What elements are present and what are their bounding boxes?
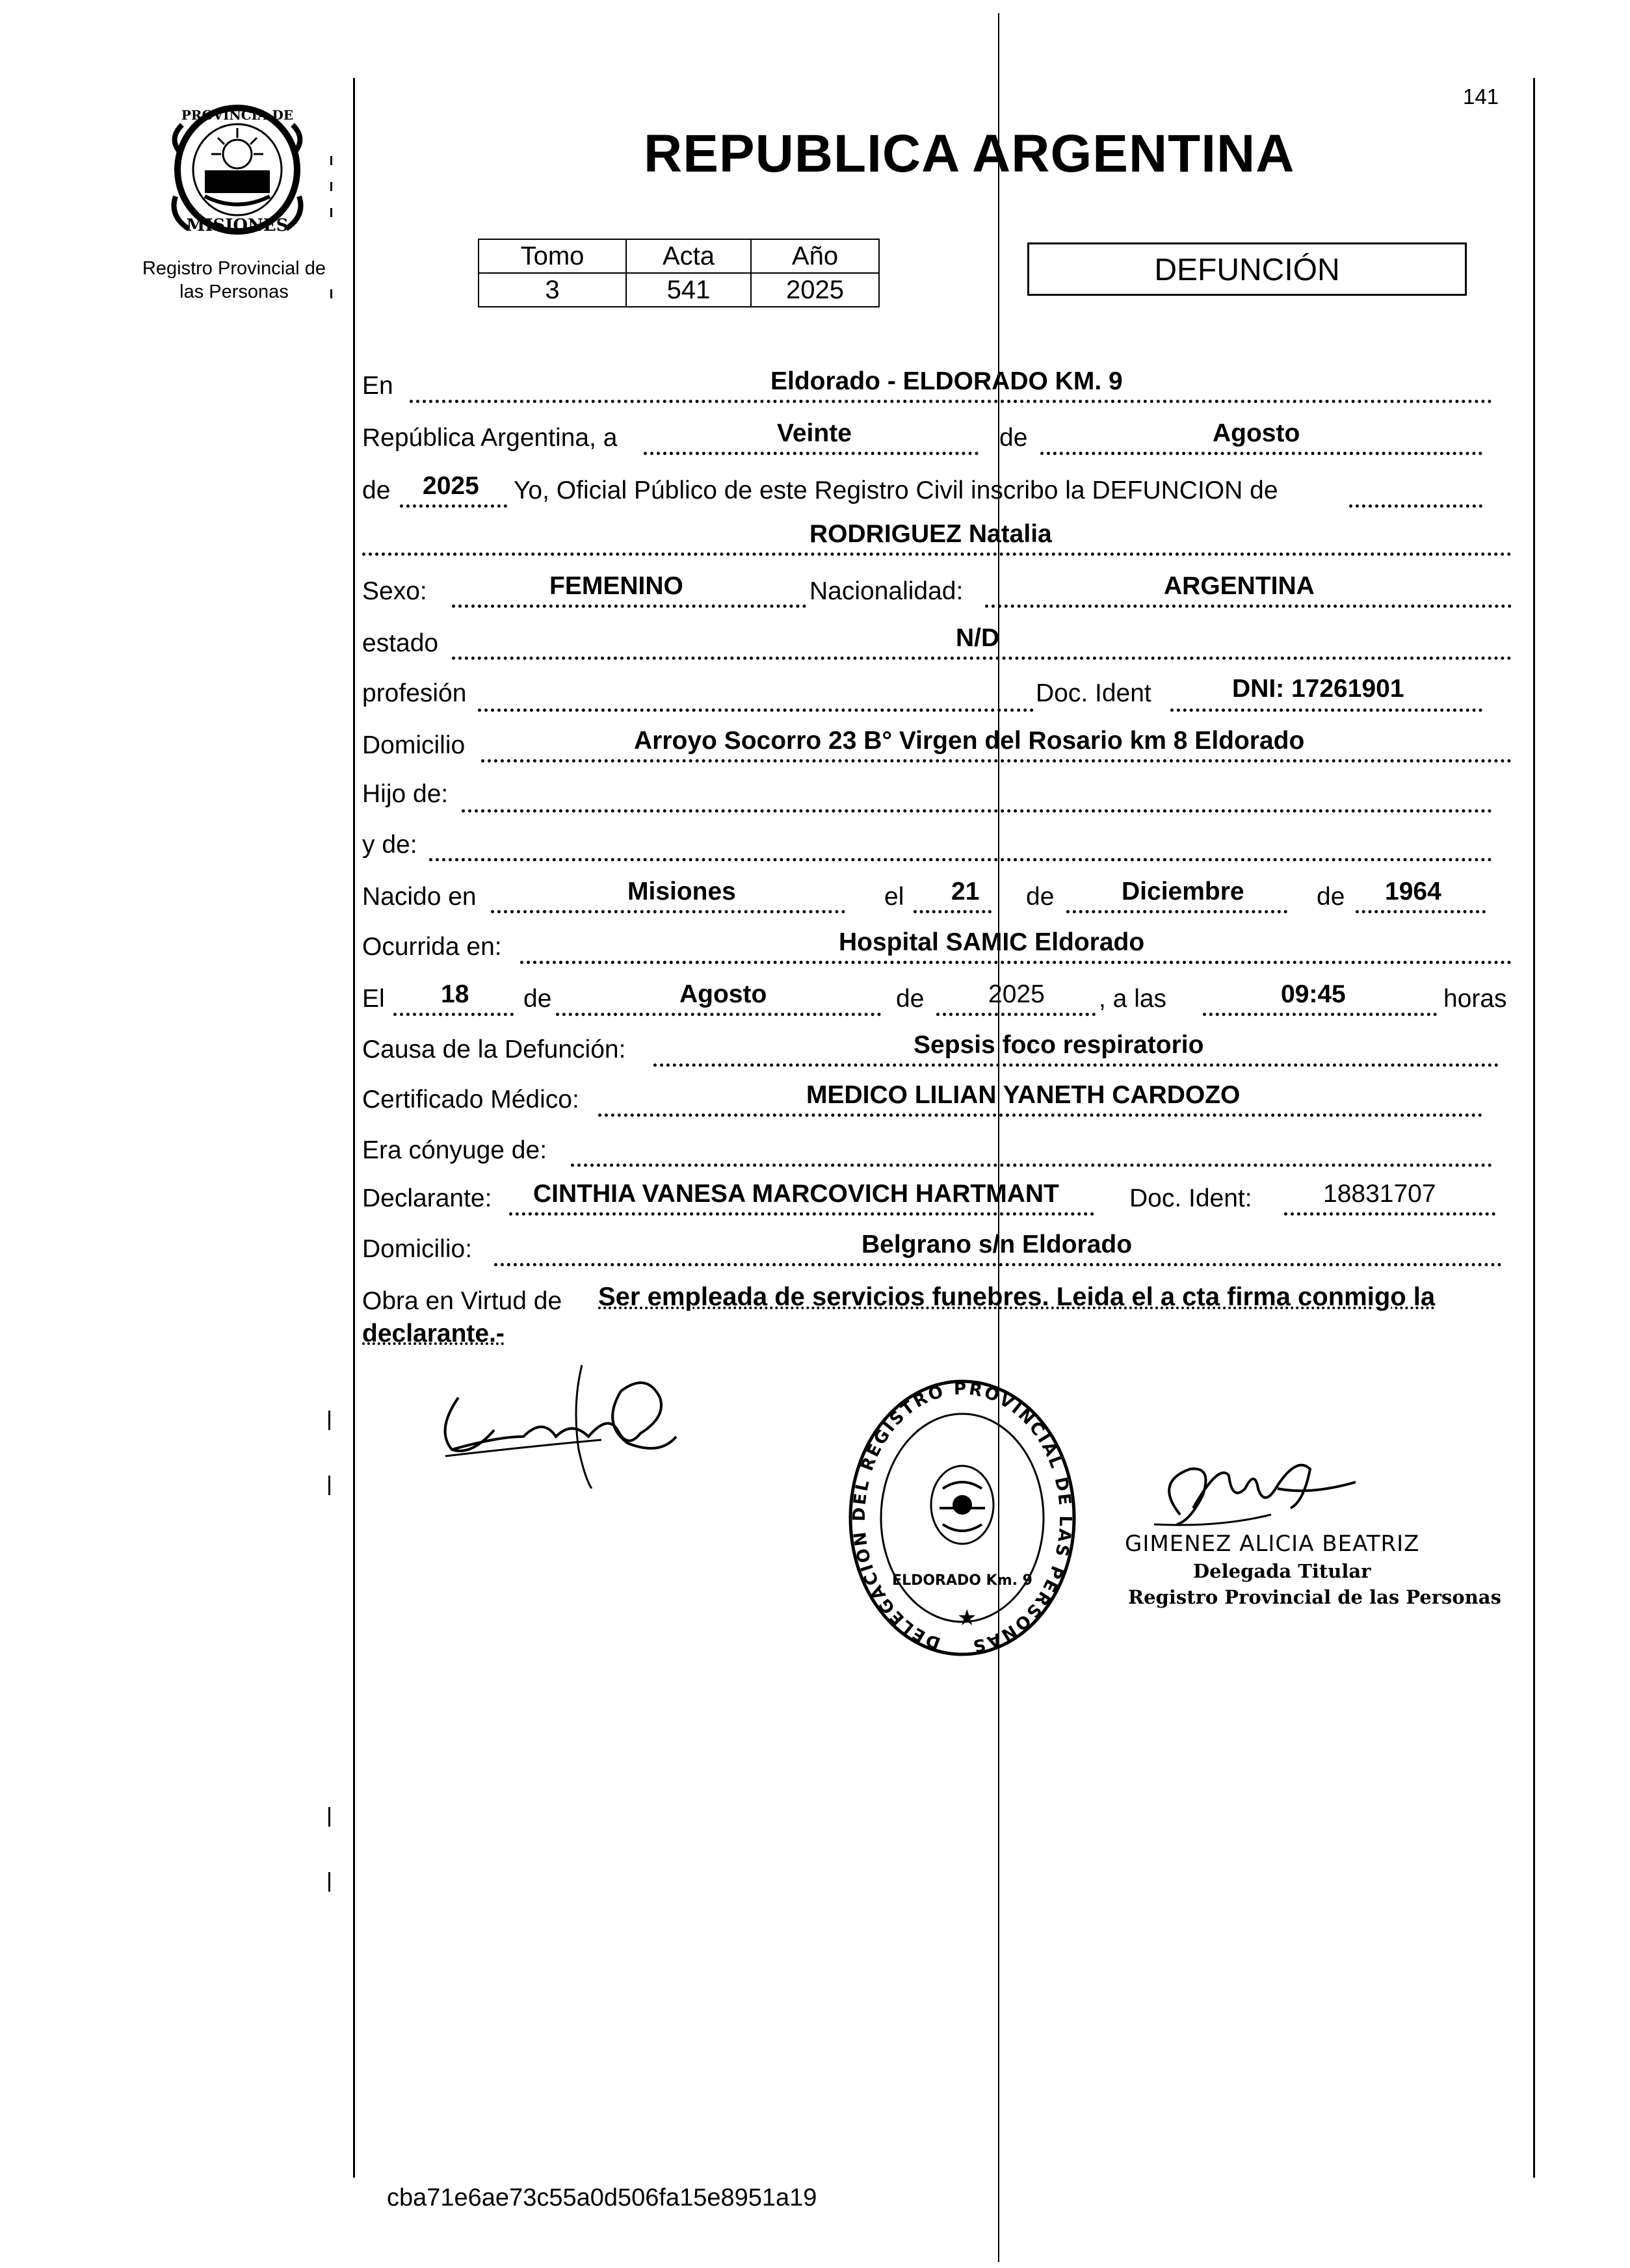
registro-caption <box>117 257 351 304</box>
scan-mark <box>330 208 332 217</box>
signatory-name: GIMENEZ ALICIA BEATRIZ <box>1125 1531 1420 1557</box>
dotted-line <box>653 1063 1499 1067</box>
nacimiento-anio-value: 1964 <box>1385 878 1441 906</box>
dotted-line <box>452 657 1512 660</box>
dotted-line <box>429 858 1492 861</box>
official-stamp <box>845 1378 1079 1664</box>
mes-value: Agosto <box>1213 419 1300 447</box>
nacimiento-dia-value: 21 <box>951 878 980 906</box>
dotted-line <box>598 1114 1482 1117</box>
domicilio-label: Domicilio <box>362 731 466 759</box>
scan-mark <box>328 1411 330 1430</box>
volume-table <box>478 239 880 307</box>
dotted-line <box>644 452 979 455</box>
scan-mark <box>328 1872 330 1892</box>
scan-mark <box>330 156 332 165</box>
fold-line <box>998 13 999 2262</box>
dotted-line <box>400 504 507 508</box>
defuncion-anio-value: 2025 <box>988 980 1045 1008</box>
dotted-line <box>494 1263 1502 1266</box>
de-label: de <box>1317 883 1345 911</box>
registro-line-2: las Personas <box>179 281 289 302</box>
estado-label: estado <box>362 629 439 657</box>
republica-label: República Argentina, a <box>362 424 618 452</box>
volume-table-value-row <box>479 273 879 307</box>
dotted-line <box>556 1013 881 1016</box>
dotted-line <box>1284 1212 1495 1216</box>
de-label: de <box>999 424 1028 452</box>
acta-header: Acta <box>626 239 751 273</box>
acta-value: 541 <box>626 273 751 307</box>
declarante-value: CINTHIA VANESA MARCOVICH HARTMANT <box>533 1180 1059 1208</box>
defuncion-dia-value: 18 <box>441 980 469 1008</box>
obra-line-1: Ser empleada de servicios funebres. Leida el a cta firma conmigo la <box>598 1283 1436 1311</box>
tomo-value: 3 <box>479 273 626 307</box>
nacionalidad-value: ARGENTINA <box>1164 572 1315 600</box>
hora-value: 09:45 <box>1281 980 1346 1008</box>
obra-label: Obra en Virtud de <box>362 1287 562 1315</box>
causa-label: Causa de la Defunción: <box>362 1036 626 1063</box>
obra-line-2: declarante.- <box>362 1320 505 1348</box>
certificado-value: MEDICO LILIAN YANETH CARDOZO <box>806 1081 1241 1109</box>
declarante-label: Declarante: <box>362 1184 492 1212</box>
dotted-line <box>1349 504 1482 508</box>
anio-header: Año <box>751 239 879 273</box>
doc-ident-value: DNI: 17261901 <box>1232 675 1404 703</box>
de-label: de <box>896 985 925 1013</box>
certificado-label: Certificado Médico: <box>362 1086 579 1114</box>
profesion-label: profesión <box>362 679 467 707</box>
official-signature <box>1141 1443 1375 1541</box>
dotted-line <box>571 1164 1492 1167</box>
domicilio-value: Arroyo Socorro 23 B° Virgen del Rosario km 8 Eldorado <box>634 727 1305 755</box>
nacionalidad-label: Nacionalidad: <box>809 577 964 605</box>
anio-inscripcion-value: 2025 <box>423 472 479 500</box>
dotted-line <box>1170 709 1482 712</box>
en-label: En <box>362 372 393 400</box>
sexo-label: Sexo: <box>362 577 427 605</box>
dotted-line <box>481 759 1512 763</box>
a-las-label: , a las <box>1099 985 1167 1013</box>
dia-value: Veinte <box>777 419 852 447</box>
ocurrida-value: Hospital SAMIC Eldorado <box>839 928 1145 956</box>
crest-bottom-text: MISIONES <box>186 216 289 235</box>
dotted-line <box>1356 910 1486 913</box>
inscribo-text: Yo, Oficial Público de este Registro Civil inscribo la DEFUNCION de <box>514 476 1278 504</box>
signatory-office: Registro Provincial de las Personas <box>1128 1586 1501 1608</box>
volume-table-header-row <box>479 239 879 273</box>
dotted-line <box>985 605 1512 608</box>
causa-value: Sepsis foco respiratorio <box>914 1031 1204 1059</box>
stamp-inner-text: ELDORADO Km. 9 <box>892 1572 1032 1589</box>
dotted-line <box>478 709 1034 712</box>
estado-value: N/D <box>956 624 1000 652</box>
dotted-line <box>1040 452 1482 455</box>
misiones-crest-logo <box>166 99 309 241</box>
dotted-line <box>936 1013 1096 1016</box>
dotted-line <box>1203 1013 1437 1016</box>
dotted-line <box>491 910 845 913</box>
record-type-box: DEFUNCIÓN <box>1027 242 1467 296</box>
crest-top-text: PROVINCIA DE <box>181 107 294 123</box>
declarante-domicilio-label: Domicilio: <box>362 1235 473 1263</box>
tomo-header: Tomo <box>479 239 626 273</box>
scan-mark <box>328 1807 330 1827</box>
svg-text:★: ★ <box>957 1605 977 1631</box>
dotted-line <box>1066 910 1287 913</box>
declarant-signature <box>432 1359 679 1489</box>
de-label: de <box>1026 883 1055 911</box>
scan-mark <box>328 1476 330 1495</box>
horas-label: horas <box>1443 985 1507 1013</box>
signatory-role: Delegada Titular <box>1193 1560 1371 1582</box>
sexo-value: FEMENINO <box>549 572 683 600</box>
dotted-line <box>362 553 1512 556</box>
defuncion-mes-value: Agosto <box>679 980 767 1008</box>
y-de-label: y de: <box>362 831 417 859</box>
lugar-value: Eldorado - ELDORADO KM. 9 <box>770 367 1123 395</box>
nacimiento-mes-value: Diciembre <box>1122 878 1244 906</box>
el-label: el <box>884 883 904 911</box>
declarante-domicilio-value: Belgrano s/n Eldorado <box>861 1231 1133 1258</box>
el-cap-label: El <box>362 985 385 1013</box>
dotted-line <box>462 809 1492 813</box>
nombre-fallecido-value: RODRIGUEZ Natalia <box>809 520 1052 548</box>
nacido-en-value: Misiones <box>627 878 736 906</box>
left-margin-rule <box>353 78 355 2178</box>
ocurrida-label: Ocurrida en: <box>362 933 502 961</box>
dotted-line <box>520 961 1512 964</box>
dotted-line <box>452 605 806 608</box>
doc-ident-label: Doc. Ident <box>1036 679 1151 707</box>
right-margin-rule <box>1533 78 1535 2178</box>
dotted-line <box>914 910 992 913</box>
conyuge-label: Era cónyuge de: <box>362 1136 547 1164</box>
registro-line-1: Registro Provincial de <box>142 258 326 279</box>
declarante-doc-label: Doc. Ident: <box>1129 1184 1252 1212</box>
nacido-en-label: Nacido en <box>362 883 477 911</box>
page-title: REPUBLICA ARGENTINA <box>644 124 1295 183</box>
de-label: de <box>523 985 552 1013</box>
de-label: de <box>362 476 391 504</box>
dotted-line <box>410 400 1492 403</box>
stamp-ring-text: DELEGACION DEL REGISTRO PROVINCIAL DE LAS PERSONAS <box>849 1379 1075 1656</box>
anio-value: 2025 <box>751 273 879 307</box>
hijo-de-label: Hijo de: <box>362 780 449 808</box>
dotted-line <box>509 1212 1094 1216</box>
scan-mark <box>330 182 332 191</box>
page-number: 141 <box>1463 85 1499 109</box>
dotted-line <box>393 1013 514 1016</box>
document-hash: cba71e6ae73c55a0d506fa15e8951a19 <box>387 2184 817 2211</box>
declarante-doc-value: 18831707 <box>1323 1180 1436 1208</box>
